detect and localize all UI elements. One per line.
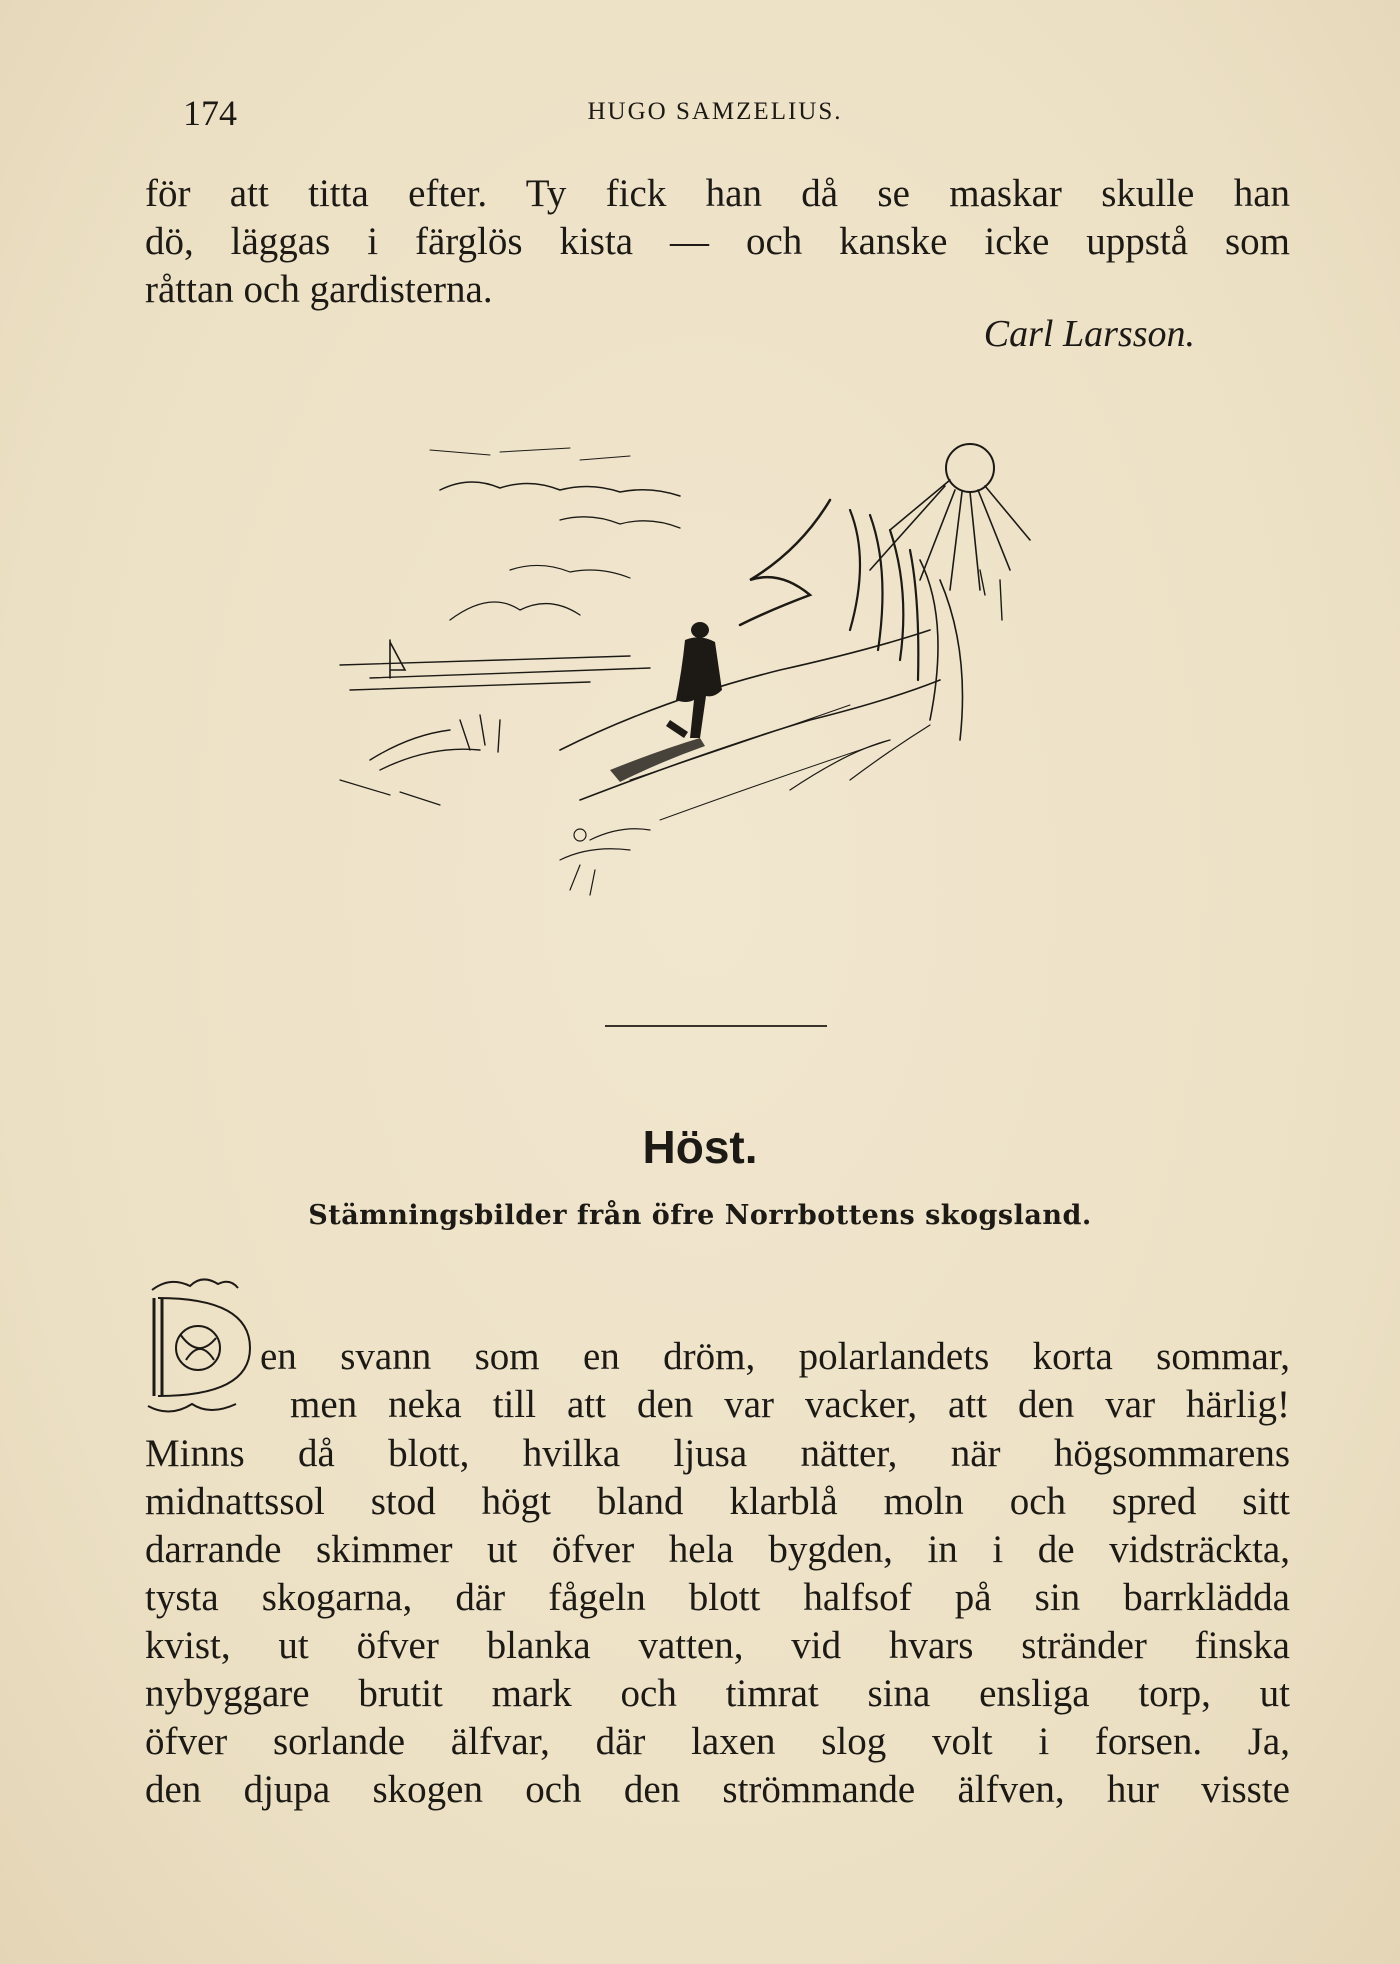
body-paragraph [145, 1430, 1290, 1814]
section-divider [605, 1025, 827, 1027]
text-line: råttan och gardisterna. [145, 268, 493, 311]
text-line: dö, läggas i färglös kista — och kanske icke uppstå som [145, 220, 1290, 263]
text-line: men neka till att den var vacker, att den var härlig! [290, 1383, 1290, 1426]
previous-passage-end [145, 170, 1290, 314]
text-line: den djupa skogen och den strömmande älfven, hur visste [145, 1768, 1290, 1811]
landscape-sketch-icon [330, 420, 1090, 940]
opening-lines [260, 1333, 1290, 1429]
ornament-flourish-icon [140, 1268, 260, 1418]
section-subtitle: Stämningsbilder från öfre Norrbottens skogsland. [308, 1200, 1092, 1231]
text-line: midnattssol stod högt bland klarblå moln och spred sitt [145, 1480, 1290, 1523]
text-line: öfver sorlande älfvar, där laxen slog volt i forsen. Ja, [145, 1720, 1290, 1763]
opening-line-text: en svann som en dröm, polarlandets korta sommar, [260, 1335, 1290, 1378]
page-header [145, 92, 1285, 132]
text-line: för att titta efter. Ty fick han då se maskar skulle han [145, 172, 1290, 215]
text-line [260, 1333, 1290, 1381]
text-line: darrande skimmer ut öfver hela bygden, in i de vidsträckta, [145, 1528, 1290, 1571]
text-line: nybyggare brutit mark och timrat sina ensliga torp, ut [145, 1672, 1290, 1715]
running-head: HUGO SAMZELIUS. [587, 98, 843, 125]
text-line: tysta skogarna, där fågeln blott halfsof på sin barrklädda [145, 1576, 1290, 1619]
author-signature: Carl Larsson. [983, 313, 1195, 355]
text-line: kvist, ut öfver blanka vatten, vid hvars stränder finska [145, 1624, 1290, 1667]
page-number: 174 [183, 93, 237, 133]
text-line: Minns då blott, hvilka ljusa nätter, när högsommarens [145, 1432, 1290, 1475]
section-title: Höst. [642, 1121, 758, 1173]
decorative-initial [140, 1268, 260, 1418]
